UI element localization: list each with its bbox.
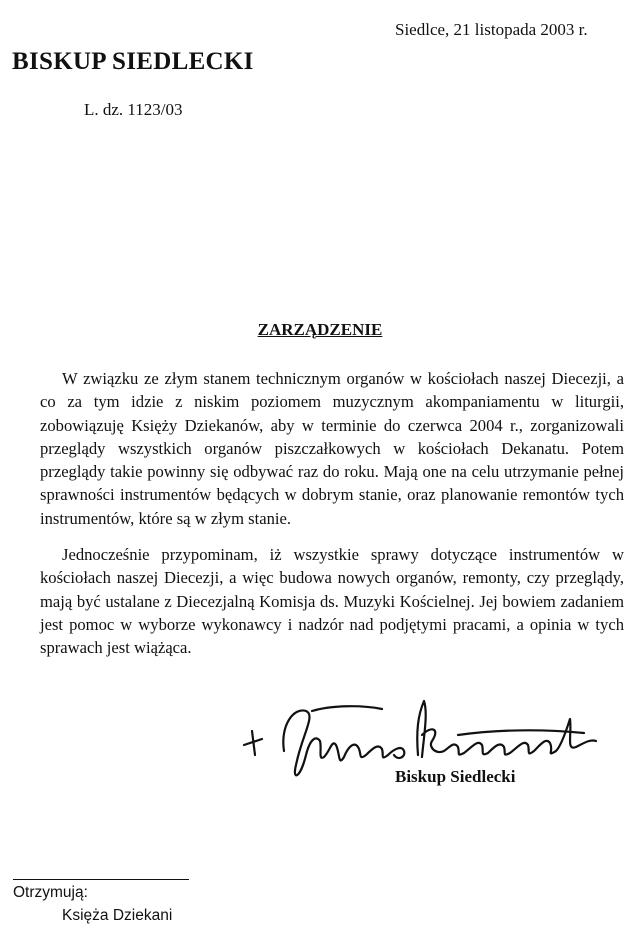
document-title: ZARZĄDZENIE xyxy=(257,320,383,339)
body-paragraph: Jednocześnie przypominam, iż wszystkie sprawy dotyczące instrumentów w kościołach naszej Diecezji, a więc budowa nowych organów, remonty, czy przeglądy, mają być ustalane z Diecezjalną Komisja ds. Muzyki Kościelnej. Jej bowiem zadaniem jest pomoc w wyborze wykonawcy i nadzór nad podjętymi pracami, a opinia w tych sprawach jest wiążąca. xyxy=(40,545,624,658)
recipient-item: Księża Dziekani xyxy=(62,907,173,924)
issuer-heading: BISKUP SIEDLECKI xyxy=(12,48,254,75)
divider xyxy=(13,879,189,880)
document-body xyxy=(40,367,624,673)
reference-number: L. dz. 1123/03 xyxy=(84,100,183,119)
signer-title: Biskup Siedlecki xyxy=(395,767,516,786)
recipients-label: Otrzymują: xyxy=(13,884,88,901)
body-paragraph: W związku ze złym stanem technicznym organów w kościołach naszej Diecezji, a co za tym idzie z niskim poziomem muzycznym akompaniamentu w liturgii, zobowiązuję Księży Dziekanów, aby w terminie do czerwca 2004 r., zorganizowali przeglądy wszystkich organów piszczałkowych w kościołach Dekanatu. Potem przeglądy takie powinny się odbywać raz do roku. Mają one na celu utrzymanie pełnej sprawności instrumentów będących w dobrym stanie, oraz planowanie remontów tych instrumentów, które są w złym stanie. xyxy=(40,369,624,528)
place-and-date: Siedlce, 21 listopada 2003 r. xyxy=(395,20,588,39)
